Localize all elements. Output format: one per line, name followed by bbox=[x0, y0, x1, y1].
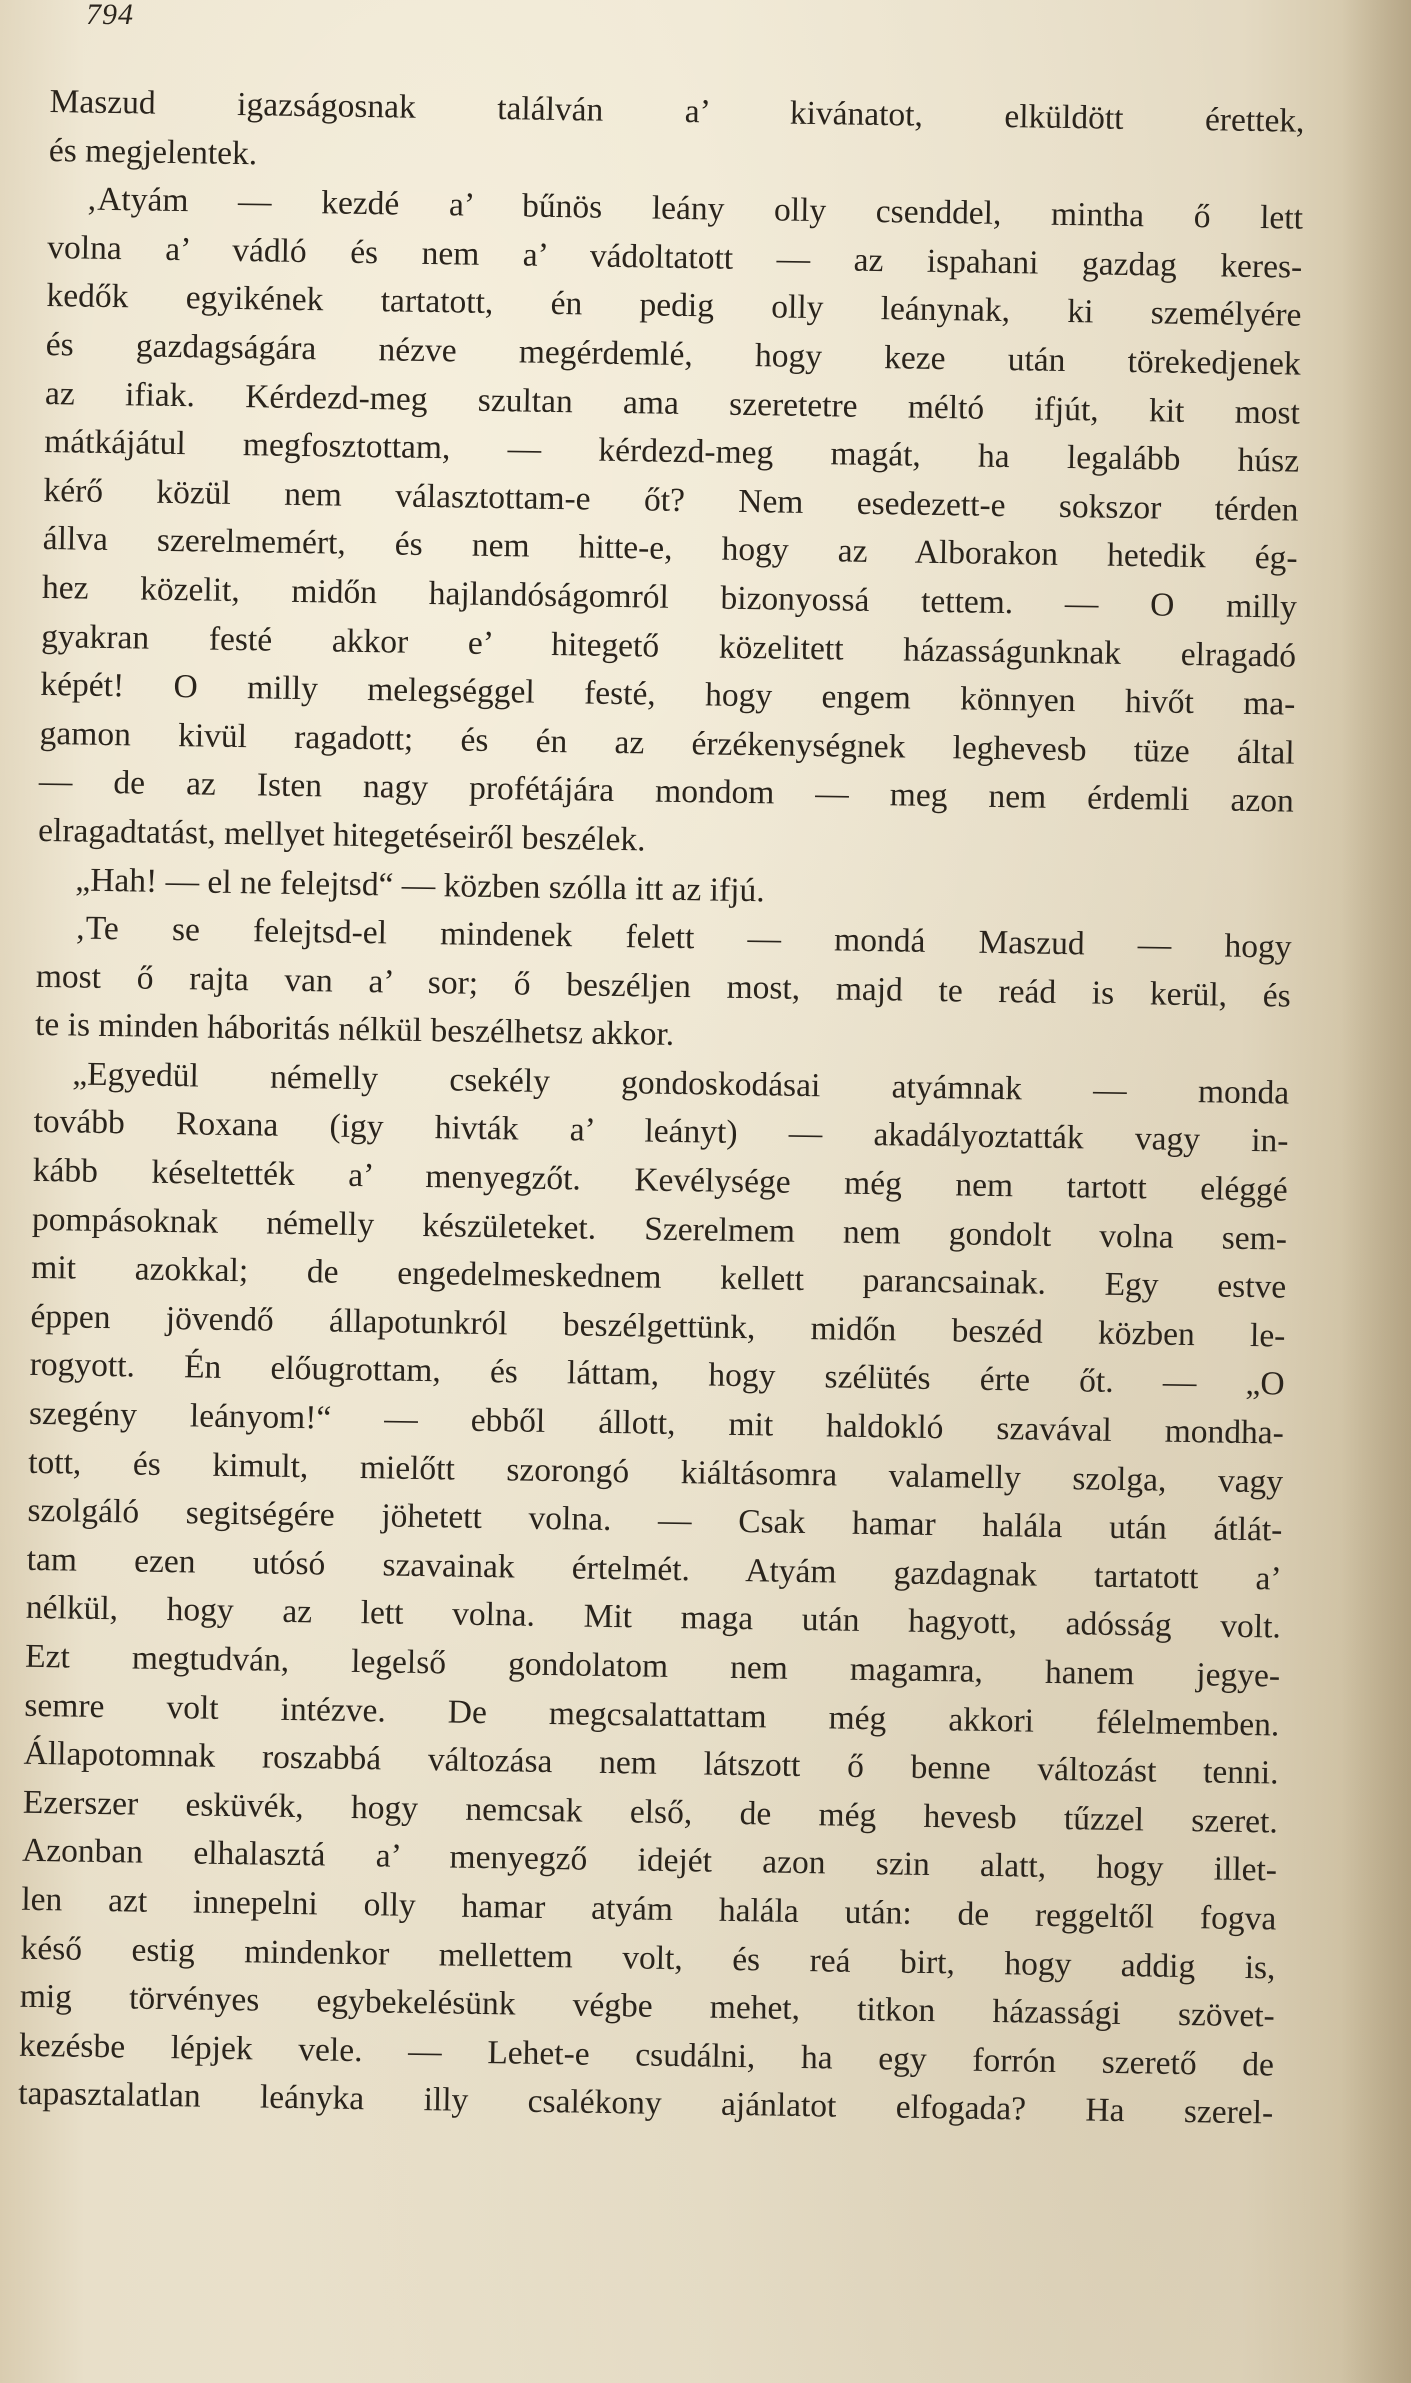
page-number: 794 bbox=[86, 0, 134, 31]
text-line: „Hah! — el ne felejtsd“ — közben szólla itt az ifjú. bbox=[75, 861, 765, 909]
text-line: len azt innepelni olly hamar atyám halála után: de reggeltől fogva bbox=[21, 1880, 1277, 1938]
text-line: mig törvényes egybekelésünk végbe mehet, titkon házassági szövet- bbox=[19, 1977, 1275, 2035]
text-line: képét! O milly melegséggel festé, hogy engem könnyen hivőt ma- bbox=[40, 666, 1296, 723]
text-line: te is minden háboritás nélkül beszélhetsz akkor. bbox=[34, 1006, 675, 1054]
text-line: — de az Isten nagy profétájára mondom — meg nem érdemli azon bbox=[38, 763, 1295, 820]
text-line: semre volt intézve. De megcsalattattam még akkori félelmemben. bbox=[24, 1686, 1280, 1744]
text-line: volna a’ vádló és nem a’ vádoltatott — az ispahani gazdag keres- bbox=[47, 228, 1303, 286]
text-line: és gazdagságára nézve megérdemlé, hogy keze után törekedjenek bbox=[45, 325, 1301, 383]
text-line: Ezt megtudván, legelső gondolatom nem magamra, hanem jegye- bbox=[24, 1637, 1281, 1695]
text-line: mátkájátul megfosztottam, — kérdezd-meg magát, ha legalább húsz bbox=[43, 423, 1300, 480]
text-line: Maszud igazságosnak találván a’ kivánatot, elküldött érettek, bbox=[49, 82, 1305, 140]
text-line: ‚Atyám — kezdé a’ bűnös leány olly csenddel, mintha ő lett bbox=[85, 180, 1304, 237]
text-line: Ezerszer esküvék, hogy nemcsak első, de még hevesb tűzzel szeret. bbox=[22, 1783, 1279, 1841]
text-line: hez közelit, midőn hajlandóságomról bizonyossá tettem. — O milly bbox=[41, 568, 1298, 626]
text-line: pompásoknak némelly készületeket. Szerelmem nem gondolt volna sem- bbox=[31, 1200, 1288, 1258]
text-line: kérő közül nem választottam-e őt? Nem esedezett-e sokszor térden bbox=[43, 471, 1299, 529]
text-line: „Egyedül némelly csekély gondoskodásai atyámnak — monda bbox=[72, 1055, 1290, 1112]
text-line: tam ezen utósó szavainak értelmét. Atyám gazdagnak tartatott a’ bbox=[26, 1540, 1282, 1598]
text-line: kedők egyikének tartatott, én pedig olly leánynak, ki személyére bbox=[46, 277, 1302, 335]
text-line: elragadtatást, mellyet hitegetéseiről beszélek. bbox=[37, 811, 646, 859]
text-line: tovább Roxana (igy hivták a’ leányt) — akadályoztatták vagy in- bbox=[33, 1103, 1289, 1161]
text-line: az ifiak. Kérdezd-meg szultan ama szeretetre méltó ifjút, kit most bbox=[44, 374, 1301, 432]
text-line: éppen jövendő állapotunkról beszélgettünk, midőn beszéd közben le- bbox=[30, 1297, 1286, 1355]
text-line: Állapotomnak roszabbá változása nem látszott ő benne változást tenni. bbox=[23, 1734, 1279, 1792]
text-line: mit azokkal; de engedelmeskednem kellett parancsainak. Egy estve bbox=[31, 1249, 1287, 1306]
page-edge-shadow bbox=[1341, 0, 1411, 2383]
text-line: szegény leányom!“ — ebből állott, mit haldokló szavával mondha- bbox=[28, 1394, 1285, 1452]
text-line: tapasztalatlan leányka illy csalékony ajánlatot elfogada? Ha szerel- bbox=[18, 2075, 1274, 2132]
text-line: tott, és kimult, mielőtt szorongó kiáltásomra valamelly szolga, vagy bbox=[27, 1443, 1284, 1501]
text-line: kezésbe lépjek vele. — Lehet-e csudálni, ha egy forrón szerető de bbox=[18, 2026, 1275, 2084]
text-line: gyakran festé akkor e’ hitegető közelitett házasságunknak elragadó bbox=[40, 617, 1297, 675]
text-line: állva szerelmemért, és nem hitte-e, hogy az Alborakon hetedik ég- bbox=[42, 520, 1298, 577]
text-line: most ő rajta van a’ sor; ő beszéljen most, majd te reád is kerül, és bbox=[35, 957, 1292, 1015]
text-line: ‚Te se felejtsd-el mindenek felett — mondá Maszud — hogy bbox=[74, 909, 1292, 966]
text-line: gamon kivül ragadott; és én az érzékenységnek leghevesb tüze által bbox=[39, 714, 1295, 772]
body-text bbox=[18, 78, 1305, 2138]
text-line: szolgáló segitségére jöhetett volna. — Csak hamar halála után átlát- bbox=[27, 1492, 1283, 1549]
text-line: nélkül, hogy az lett volna. Mit maga után hagyott, adósság volt. bbox=[25, 1589, 1282, 1646]
text-line: és megjelentek. bbox=[48, 131, 258, 172]
text-line: Azonban elhalasztá a’ menyegző idejét azon szin alatt, hogy illet- bbox=[21, 1832, 1278, 1889]
text-line: rogyott. Én előugrottam, és láttam, hogy szélütés érte őt. — „O bbox=[29, 1346, 1285, 1403]
text-line: kább késeltették a’ menyegzőt. Kevélysége még nem tartott eléggé bbox=[32, 1151, 1288, 1209]
text-line: késő estig mindenkor mellettem volt, és reá birt, hogy addig is, bbox=[20, 1929, 1276, 1987]
